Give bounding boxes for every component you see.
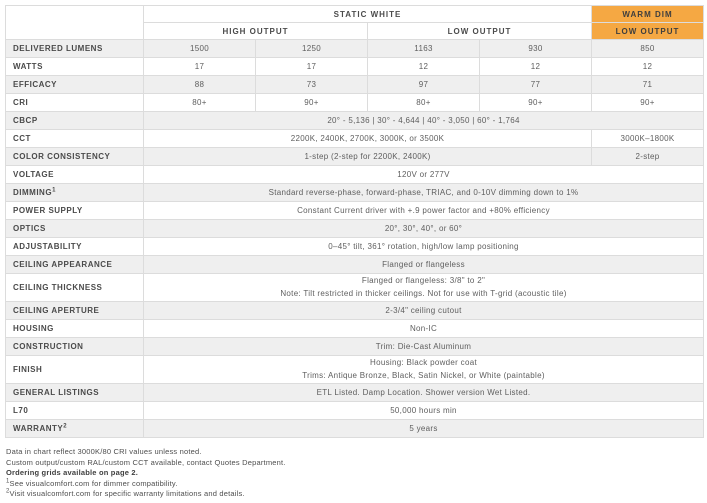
row-value: 12 [480, 58, 592, 76]
row-value: 80+ [368, 94, 480, 112]
row-value: 80+ [144, 94, 256, 112]
table-row [6, 184, 704, 202]
row-value: 90+ [480, 94, 592, 112]
row-label: DIMMING$^1$ [6, 184, 144, 202]
row-value: 930 [480, 40, 592, 58]
row-value: 0–45° tilt, 361° rotation, high/low lamp positioning [144, 238, 704, 256]
row-value: 90+ [256, 94, 368, 112]
row-label: WATTS [6, 58, 144, 76]
row-label: CEILING THICKNESS [6, 274, 144, 302]
spec-table-body [6, 40, 704, 438]
spec-table-header [6, 6, 704, 40]
row-value: 17 [256, 58, 368, 76]
row-value: Trim: Die-Cast Aluminum [144, 338, 704, 356]
header-static-white: STATIC WHITE [144, 6, 592, 23]
table-row [6, 76, 704, 94]
table-row [6, 220, 704, 238]
table-row [6, 166, 704, 184]
row-label: WARRANTY$^2$ [6, 420, 144, 438]
footnote: Data in chart reflect 3000K/80 CRI values unless noted. [6, 447, 202, 456]
row-label: FINISH [6, 356, 144, 384]
row-value: 1500 [144, 40, 256, 58]
row-value: 17 [144, 58, 256, 76]
row-value [144, 356, 704, 384]
row-value: 3000K–1800K [592, 130, 704, 148]
row-label: OPTICS [6, 220, 144, 238]
row-value: 2-3/4" ceiling cutout [144, 302, 704, 320]
table-row [6, 402, 704, 420]
table-row [6, 356, 704, 384]
row-label: CBCP [6, 112, 144, 130]
row-value: 120V or 277V [144, 166, 704, 184]
row-value: 1163 [368, 40, 480, 58]
footnote: Ordering grids available on page 2. [6, 468, 139, 477]
value-line: Note: Tilt restricted in thicker ceilings. Not for use with T-grid (acoustic tile) [280, 289, 567, 298]
row-value: ETL Listed. Damp Location. Shower version Wet Listed. [144, 384, 704, 402]
header-warm-low-output: LOW OUTPUT [592, 23, 704, 40]
row-value: 1250 [256, 40, 368, 58]
row-value: 77 [480, 76, 592, 94]
row-value: 2-step [592, 148, 704, 166]
row-label: GENERAL LISTINGS [6, 384, 144, 402]
row-value: Standard reverse-phase, forward-phase, TRIAC, and 0-10V dimming down to 1% [144, 184, 704, 202]
row-label: HOUSING [6, 320, 144, 338]
table-row [6, 384, 704, 402]
table-row [6, 40, 704, 58]
row-value: 12 [592, 58, 704, 76]
footnotes [5, 447, 703, 500]
value-line: Flanged or flangeless: 3/8" to 2" [361, 276, 486, 285]
row-value: 1-step (2-step for 2200K, 2400K) [144, 148, 592, 166]
footnote: $^1$See visualcomfort.com for dimmer compatibility. [6, 478, 178, 488]
row-value: 20° - 5,136 | 30° - 4,644 | 40° - 3,050 | 60° - 1,764 [144, 112, 704, 130]
row-label: CEILING APERTURE [6, 302, 144, 320]
row-label: VOLTAGE [6, 166, 144, 184]
row-value: 71 [592, 76, 704, 94]
row-label: EFFICACY [6, 76, 144, 94]
row-value: 2200K, 2400K, 2700K, 3000K, or 3500K [144, 130, 592, 148]
table-row [6, 94, 704, 112]
corner-cell [6, 6, 144, 40]
header-row-group [6, 6, 704, 23]
row-value: 20°, 30°, 40°, or 60° [144, 220, 704, 238]
table-row [6, 112, 704, 130]
row-value: 97 [368, 76, 480, 94]
row-label: L70 [6, 402, 144, 420]
table-row [6, 320, 704, 338]
row-label: POWER SUPPLY [6, 202, 144, 220]
table-row [6, 238, 704, 256]
footnote: $^2$Visit visualcomfort.com for specific warranty limitations and details. [6, 488, 245, 498]
table-row [6, 420, 704, 438]
row-value: 50,000 hours min [144, 402, 704, 420]
row-label: CONSTRUCTION [6, 338, 144, 356]
row-value: 90+ [592, 94, 704, 112]
value-line: Trims: Antique Bronze, Black, Satin Nickel, or White (paintable) [302, 371, 545, 380]
row-value [144, 274, 704, 302]
table-row [6, 58, 704, 76]
value-line: Housing: Black powder coat [370, 358, 477, 367]
row-label: CCT [6, 130, 144, 148]
row-value: 850 [592, 40, 704, 58]
row-value: Constant Current driver with +.9 power factor and +80% efficiency [144, 202, 704, 220]
row-value: 88 [144, 76, 256, 94]
row-label: ADJUSTABILITY [6, 238, 144, 256]
row-value: 12 [368, 58, 480, 76]
footnote: Custom output/custom RAL/custom CCT available, contact Quotes Department. [6, 457, 286, 467]
row-value: Non-IC [144, 320, 704, 338]
header-warm-dim: WARM DIM [592, 6, 704, 23]
table-row [6, 148, 704, 166]
table-row [6, 256, 704, 274]
table-row [6, 338, 704, 356]
table-row [6, 274, 704, 302]
row-label: CEILING APPEARANCE [6, 256, 144, 274]
row-value: Flanged or flangeless [144, 256, 704, 274]
header-low-output: LOW OUTPUT [368, 23, 592, 40]
row-value: 5 years [144, 420, 704, 438]
row-label: CRI [6, 94, 144, 112]
spec-table [5, 5, 704, 438]
row-value: 73 [256, 76, 368, 94]
row-label: DELIVERED LUMENS [6, 40, 144, 58]
table-row [6, 202, 704, 220]
table-row [6, 302, 704, 320]
row-label: COLOR CONSISTENCY [6, 148, 144, 166]
header-high-output: HIGH OUTPUT [144, 23, 368, 40]
table-row [6, 130, 704, 148]
